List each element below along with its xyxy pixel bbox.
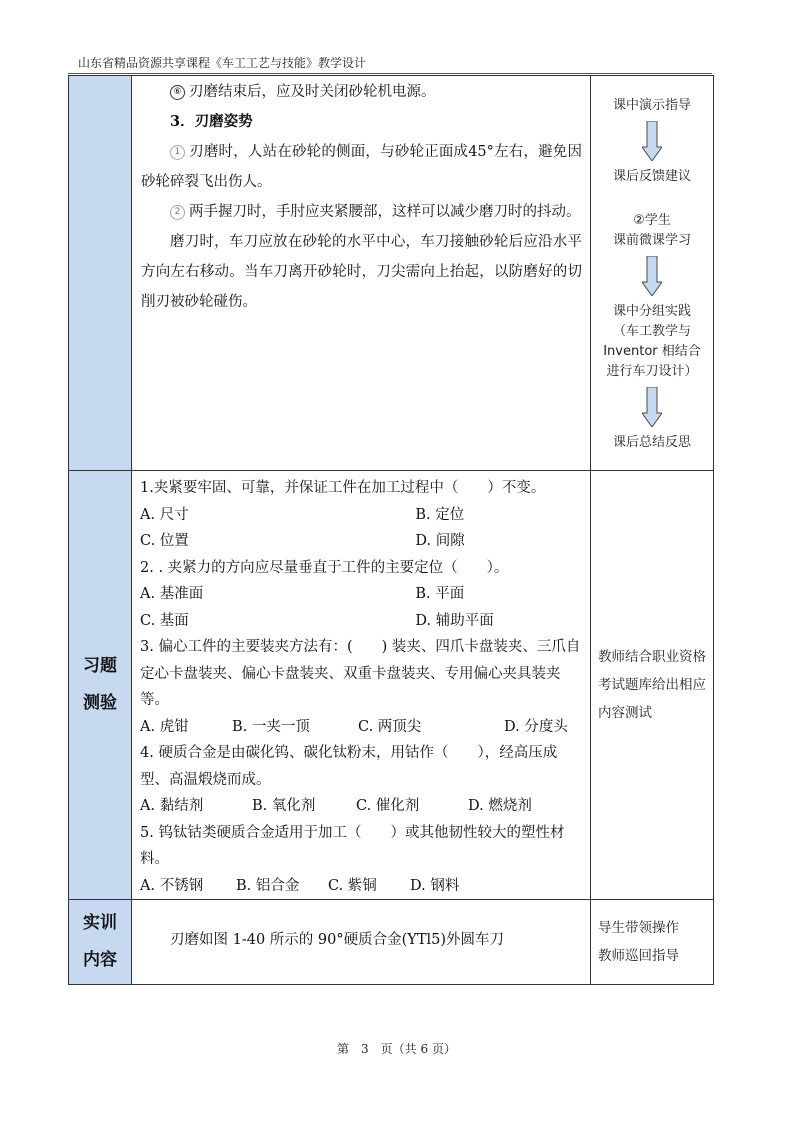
quiz-options — [132, 793, 590, 820]
flow-step-practice-note2: Inventor 相结合 — [603, 344, 701, 359]
option-b: B. 平面 — [415, 586, 465, 602]
quiz-question-5: 5. 钨钛钴类硬质合金适用于加工（ ）或其他韧性较大的塑性材料。 — [140, 824, 565, 867]
lesson-table — [68, 75, 714, 985]
option-b: B. 定位 — [415, 506, 465, 523]
option-b: B. 铝合金 — [236, 877, 300, 894]
flow-step-feedback: 课后反馈建议 — [612, 169, 691, 184]
option-a: A. 虎钳 — [140, 718, 189, 735]
training-side-line2: 教师巡回指导 — [598, 948, 679, 964]
category-label: 实训 — [83, 913, 117, 933]
option-a: A. 尺寸 — [140, 506, 189, 523]
option-b: B. 氧化剂 — [252, 798, 316, 814]
option-c: C. 催化剂 — [356, 798, 420, 814]
quiz-side-cell — [591, 471, 714, 900]
teaching-flow-cell — [591, 76, 714, 471]
flow-step-student: ②学生 — [633, 213, 671, 228]
option-a: A. 基准面 — [140, 586, 204, 602]
flow-step-reflection: 课后总结反思 — [612, 435, 691, 450]
training-content-cell — [132, 900, 591, 985]
category-cell-empty — [69, 76, 132, 471]
quiz-options — [132, 608, 590, 635]
para-text: 刃磨结束后，应及时关闭砂轮机电源。 — [189, 84, 436, 100]
para-posture-1 — [132, 137, 590, 197]
option-a: A. 黏结剂 — [140, 798, 204, 814]
option-d: D. 钢料 — [410, 877, 460, 894]
quiz-options — [132, 502, 590, 529]
para-text: 两手握刀时，手肘应夹紧腰部，这样可以减少磨刀时的抖动。 — [189, 204, 581, 220]
option-d: D. 间隙 — [415, 533, 465, 549]
training-side-cell — [591, 900, 714, 985]
quiz-options — [132, 714, 590, 741]
category-label: 习题 — [83, 656, 117, 676]
page-header: 山东省精品资源共享课程《车工工艺与技能》教学设计 — [78, 56, 367, 70]
option-c: C. 紫铜 — [328, 877, 377, 894]
option-d: D. 分度头 — [504, 718, 568, 735]
option-d: D. 辅助平面 — [415, 612, 494, 629]
page-footer: 第 3 页（共 6 页） — [337, 1042, 456, 1056]
para-posture-2 — [132, 197, 590, 227]
flow-step-microclass: 课前微课学习 — [612, 233, 691, 248]
flow-step-demo: 课中演示指导 — [612, 98, 691, 113]
flow-step-practice-note1: （车工教学与 — [612, 324, 691, 339]
option-d: D. 燃烧剂 — [468, 798, 532, 814]
option-a: A. 不锈钢 — [140, 877, 204, 894]
quiz-cell — [132, 471, 591, 900]
option-c: C. 位置 — [140, 533, 189, 549]
row-quiz — [69, 471, 714, 900]
option-b: B. 一夹一顶 — [232, 718, 310, 735]
flow-step-practice: 课中分组实践 — [612, 304, 691, 319]
option-c: C. 两顶尖 — [358, 718, 422, 735]
teaching-flowchart — [591, 76, 713, 453]
training-side-line1: 导生带领操作 — [598, 920, 679, 936]
flow-step-practice-note3: 进行车刀设计） — [606, 364, 698, 379]
down-arrow-icon — [642, 387, 662, 427]
row-training — [69, 900, 714, 985]
quiz-options — [132, 581, 590, 608]
content-cell-sharpening — [132, 76, 591, 471]
para-step6 — [132, 77, 590, 107]
category-cell-quiz — [69, 471, 132, 900]
para-text: 刃磨时，人站在砂轮的侧面，与砂轮正面成45°左右，避免因砂轮碎裂飞出伤人。 — [141, 144, 582, 190]
quiz-question-3: 3. 偏心工件的主要装夹方法有：( ) 装夹、四爪卡盘装夹、三爪自定心卡盘装夹、偏心卡盘装夹、双重卡盘装夹、专用偏心夹具装夹等。 — [140, 639, 581, 708]
quiz-side-note: 教师结合职业资格考试题库给出相应内容测试 — [598, 649, 706, 721]
category-cell-training — [69, 900, 132, 985]
category-label: 内容 — [83, 950, 117, 970]
quiz-list — [132, 471, 590, 899]
quiz-question-1: 1.夹紧要牢固、可靠，并保证工件在加工过程中（ ）不变。 — [140, 480, 546, 496]
quiz-question-2: 2. . 夹紧力的方向应尽量垂直于工件的主要定位（ ）。 — [140, 559, 509, 576]
circled-number: 2 — [170, 205, 185, 220]
section-heading: 3．刃磨姿势 — [170, 113, 253, 130]
para-sharpening-method: 磨刀时，车刀应放在砂轮的水平中心，车刀接触砂轮后应沿水平方向左右移动。当车刀离开砂轮时，刀尖需向上抬起，以防磨好的切削刃被砂轮碰伤。 — [141, 234, 582, 310]
row-sharpening — [69, 76, 714, 471]
circled-number: 1 — [170, 145, 185, 160]
down-arrow-icon — [642, 121, 662, 161]
down-arrow-icon — [642, 256, 662, 296]
option-c: C. 基面 — [140, 612, 189, 629]
quiz-question-4: 4. 硬质合金是由碳化钨、碳化钛粉末，用钴作（ ），经高压成型、高温煅烧而成。 — [140, 745, 558, 788]
circled-number: ⑥ — [170, 85, 185, 100]
header-rule — [68, 73, 712, 74]
category-label: 测验 — [83, 693, 117, 713]
quiz-options — [132, 528, 590, 555]
quiz-options — [132, 873, 590, 900]
training-content: 刃磨如图 1-40 所示的 90°硬质合金(YTl5)外圆车刀 — [170, 932, 505, 948]
